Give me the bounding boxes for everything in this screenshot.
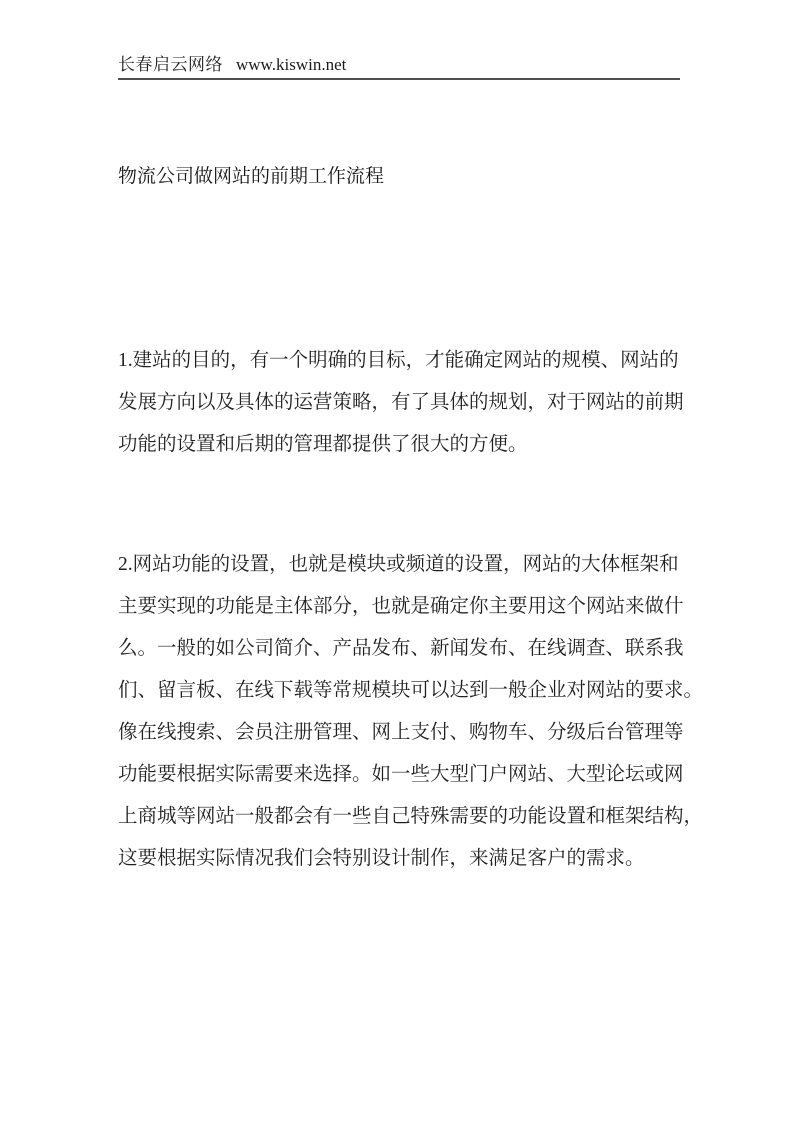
paragraph-2-line-5: 像在线搜索、会员注册管理、网上支付、购物车、分级后台管理等	[118, 722, 684, 743]
header-rule	[118, 78, 680, 80]
paragraph-1-line-1: 1.建站的目的，有一个明确的目标，才能确定网站的规模、网站的	[118, 350, 679, 371]
paragraph-2-line-7: 上商城等网站一般都会有一些自己特殊需要的功能设置和框架结构，	[118, 806, 704, 827]
header-site-url: www.kiswin.net	[236, 55, 347, 74]
paragraph-2	[118, 544, 704, 880]
paragraph-1-line-2: 发展方向以及具体的运营策略，有了具体的规划，对于网站的前期	[118, 392, 684, 413]
paragraph-1-line-3: 功能的设置和后期的管理都提供了很大的方便。	[118, 434, 528, 455]
document-title: 物流公司做网站的前期工作流程	[118, 166, 385, 187]
paragraph-2-line-1: 2.网站功能的设置，也就是模块或频道的设置，网站的大体框架和	[118, 554, 679, 575]
header-site-name: 长春启云网络	[118, 55, 223, 74]
paragraph-2-line-2: 主要实现的功能是主体部分，也就是确定你主要用这个网站来做什	[118, 596, 684, 617]
paragraph-2-line-6: 功能要根据实际需要来选择。如一些大型门户网站、大型论坛或网	[118, 764, 684, 785]
paragraph-2-line-8: 这要根据实际情况我们会特别设计制作，来满足客户的需求。	[118, 848, 645, 869]
paragraph-2-line-4: 们、留言板、在线下载等常规模块可以达到一般企业对网站的要求。	[118, 680, 704, 701]
paragraph-2-line-3: 么。一般的如公司简介、产品发布、新闻发布、在线调查、联系我	[118, 638, 684, 659]
page-header	[118, 54, 346, 76]
paragraph-1	[118, 340, 684, 466]
